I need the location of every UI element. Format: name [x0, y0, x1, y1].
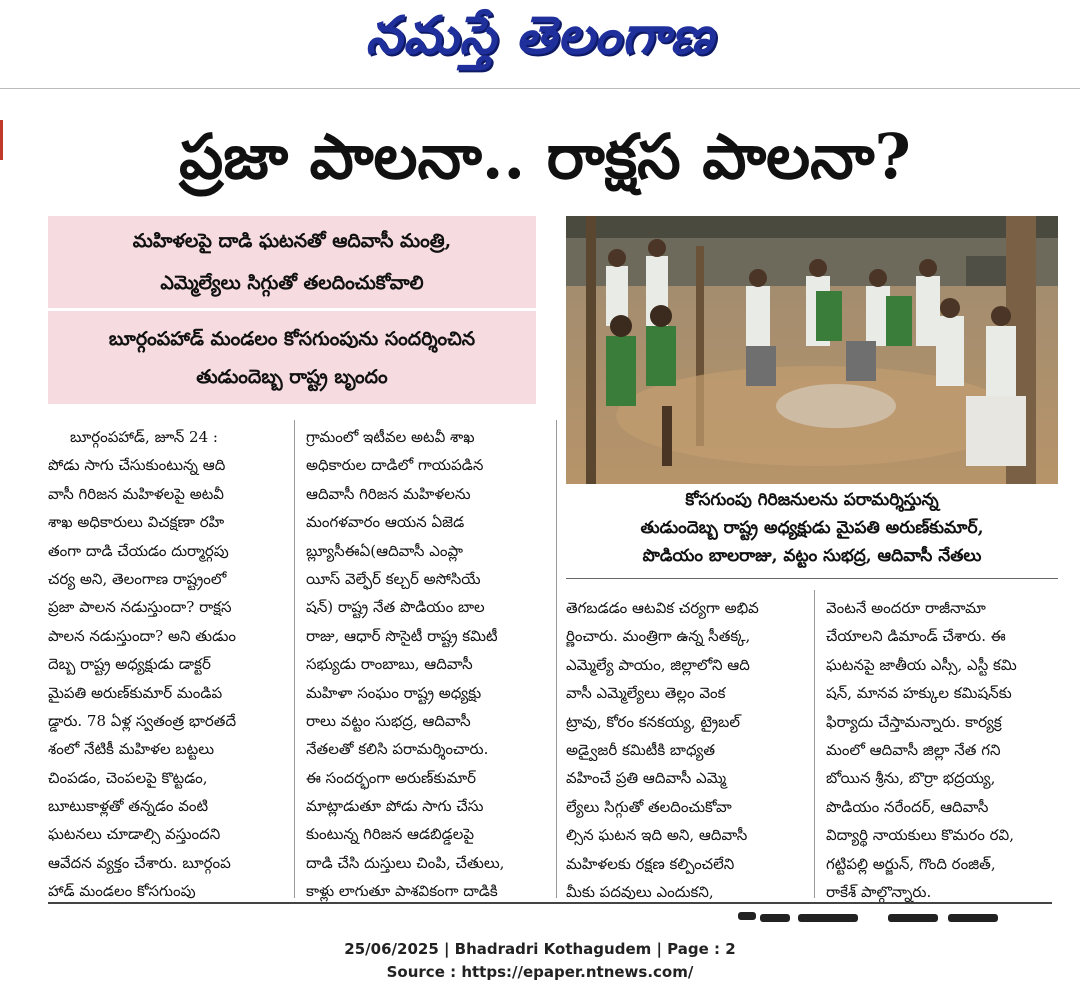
masthead	[0, 0, 1080, 80]
column-1-line: పాలన నడుస్తుందా? అని తుడుం	[48, 626, 237, 645]
news-photo	[566, 216, 1058, 484]
footer-source: Source : https://epaper.ntnews.com/	[386, 963, 694, 981]
column-2-line: మాట్లాడుతూ పోడు సాగు చేసు	[306, 797, 484, 816]
page-footer	[0, 938, 1080, 984]
column-1-line: చింపడం, చెంపలపై కొట్టడం,	[48, 768, 208, 787]
column-1-line: బూర్గంపహాడ్, జూన్ 24 :	[70, 428, 218, 446]
column-3-line: వాసీ ఎమ్మెల్యేలు తెల్లం వెంక	[566, 684, 726, 703]
column-4-line: ఘటనపై జాతీయ ఎస్సీ, ఎస్టీ కమి	[826, 655, 1017, 674]
column-2-line: మహిళా సంఘం రాష్ట్ర అధ్యక్షు	[306, 683, 482, 702]
column-2-line: ఈ సందర్భంగా అరుణ్‌కుమార్	[306, 768, 477, 787]
footer-edition-info: 25/06/2025 | Bhadradri Kothagudem | Page : 2	[344, 940, 736, 958]
column-3-line: మీకు పదవులు ఎందుకని,	[566, 882, 714, 901]
column-2-line: రాలు వట్టం సుభద్ర, ఆదివాసీ	[306, 711, 471, 730]
sub-headline-line-2: ఎమ్మెల్యేలు సిగ్గుతో తలదించుకోవాలి	[160, 272, 424, 294]
column-rule-3	[814, 590, 815, 898]
photo-caption-line-2: తుడుందెబ్బ రాష్ట్ర అధ్యక్షుడు మైపతి అరుణ్‌కుమార్,	[640, 518, 984, 538]
column-2-line: గ్రామంలో ఇటీవల అటవీ శాఖ	[306, 428, 475, 446]
sub-headline-line-1: మహిళలపై దాడి ఘటనతో ఆదివాసీ మంత్రి,	[132, 230, 452, 252]
column-2-line: సభ్యుడు రాంబాబు, ఆదివాసీ	[306, 655, 473, 674]
photo-caption-line-3: పొడియం బాలరాజు, వట్టం సుభద్ర, ఆదివాసీ నేతలు	[642, 546, 982, 566]
sub-headline-box	[48, 216, 536, 404]
column-1-line: శంలో నేటికీ మహిళల బట్టలు	[48, 740, 215, 759]
sub-headline-line-4: తుడుందెబ్బ రాష్ట్ర బృందం	[196, 366, 388, 388]
article-column-1	[48, 423, 288, 906]
next-article-cutoff	[48, 908, 1052, 924]
masthead-logo-text: నమస్తే తెలంగాణ	[365, 6, 715, 66]
column-3-line: వహించే ప్రతి ఆదివాసీ ఎమ్మె	[566, 769, 727, 788]
column-1-line: వాసీ గిరిజన మహిళలపై అటవీ	[48, 484, 224, 503]
column-1-line: బూటుకాళ్లతో తన్నడం వంటి	[48, 797, 209, 816]
sub-headline-separator	[48, 308, 536, 311]
column-1-line: శాఖ అధికారులు విచక్షణా రహి	[48, 513, 225, 532]
photo-caption-line-1: కోసగుంపు గిరిజనులను పరామర్శిస్తున్న	[685, 490, 939, 510]
column-4-line: వెంటనే అందరూ రాజీనామా	[826, 599, 986, 617]
column-1-line: దెబ్బ రాష్ట్ర అధ్యక్షుడు డాక్టర్	[48, 655, 211, 674]
article-column-2	[306, 423, 550, 906]
column-1-line: ప్రజా పాలన నడుస్తుందా? రాక్షస	[48, 598, 232, 617]
column-2-line: యీస్ వెల్ఫేర్ కల్చర్ అసోసియే	[306, 569, 481, 588]
column-1-line: ఆవేదన వ్యక్తం చేశారు. బూర్గంప	[48, 853, 231, 872]
column-4-line: ఫిర్యాదు చేస్తామన్నారు. కార్యక్ర	[826, 712, 1002, 731]
column-3-line: ట్రావు, కోరం కనకయ్య, ట్రైబల్	[566, 712, 741, 731]
column-3-line: తెగబడడం ఆటవిక చర్యగా అభివ	[566, 599, 759, 617]
column-1-line: డ్డారు. 78 ఏళ్ల స్వతంత్ర భారతదే	[48, 711, 237, 730]
column-3-line: మహిళలకు రక్షణ కల్పించలేని	[566, 854, 735, 873]
column-4-line: గట్టిపల్లి అర్జున్, గొంది రంజిత్,	[826, 854, 996, 873]
column-1-line: ఘటనలు చూడాల్సి వస్తుందని	[48, 825, 221, 844]
column-1-line: మైపతి అరుణ్‌కుమార్ మండిప	[48, 683, 223, 702]
column-4-line: బోయిన శ్రీను, బొర్రా భద్రయ్య,	[826, 769, 996, 788]
column-3-line: ఎమ్మెల్యే పాయం, జిల్లాలోని ఆది	[566, 655, 750, 674]
column-2-line: రాజు, ఆధార్ సొసైటీ రాష్ట్ర కమిటీ	[306, 626, 498, 645]
column-2-line: అధికారుల దాడిలో గాయపడిన	[306, 456, 484, 475]
caption-rule	[566, 578, 1058, 579]
column-1-line: హాడ్ మండలం కోసగుంపు	[48, 882, 196, 901]
column-2-line: నేతలతో కలిసి పరామర్శించారు.	[306, 740, 489, 759]
column-1-line: తంగా దాడి చేయడం దుర్మార్గపు	[48, 541, 229, 560]
column-3-line: ల్సిన ఘటన ఇది అని, ఆదివాసీ	[566, 826, 748, 845]
article-column-4	[826, 594, 1054, 906]
column-rule-2	[556, 420, 557, 898]
article-bottom-rule	[48, 902, 1052, 904]
column-2-line: దాడి చేసి దుస్తులు చింపి, చేతులు,	[306, 853, 505, 872]
column-rule-1	[294, 420, 295, 898]
column-2-line: ఆదివాసీ గిరిజన మహిళలను	[306, 484, 471, 503]
column-2-line: మంగళవారం ఆయన ఏజెడ	[306, 513, 465, 532]
column-2-line: కుంటున్న గిరిజన ఆడబిడ్డలపై	[306, 825, 475, 844]
article-column-3	[566, 594, 810, 906]
meeting-photo-illustration	[566, 216, 1058, 484]
column-4-line: మంలో ఆదివాసీ జిల్లా నేత గని	[826, 740, 1001, 759]
column-4-line: పొడియం నరేందర్, ఆదివాసీ	[826, 797, 989, 816]
sub-headline-line-3: బూర్గంపహాడ్ మండలం కోసగుంపును సందర్శించిన	[108, 328, 476, 350]
masthead-divider	[0, 88, 1080, 89]
column-4-line: షన్, మానవ హక్కుల కమిషన్‌కు	[826, 684, 1012, 703]
photo-caption	[566, 486, 1058, 578]
headline: ప్రజా పాలనా.. రాక్షస పాలనా?	[179, 120, 911, 193]
column-2-line: బ్ల్యూసీఈఏ(ఆదివాసీ ఎంప్లా	[306, 541, 463, 560]
column-2-line: షన్) రాష్ట్ర నేత పొడియం బాల	[306, 598, 485, 617]
column-2-line: కాళ్లు లాగుతూ పాశవికంగా దాడికి	[306, 882, 498, 901]
column-1-line: చర్య అని, తెలంగాణ రాష్ట్రంలో	[48, 569, 227, 588]
column-4-line: చేయాలని డిమాండ్ చేశారు. ఈ	[826, 627, 1006, 646]
column-3-line: ర్ణించారు. మంత్రిగా ఉన్న సీతక్క,	[566, 627, 751, 646]
column-3-line: అడ్వైజరీ కమిటీకి బాధ్యత	[566, 740, 716, 759]
column-3-line: ల్యేలు సిగ్గుతో తలదించుకోవా	[566, 797, 732, 816]
column-4-line: విద్యార్థి నాయకులు కొమరం రవి,	[826, 826, 1014, 845]
column-4-line: రాకేశ్ పాల్గొన్నారు.	[826, 882, 932, 901]
column-1-line: పోడు సాగు చేసుకుంటున్న ఆది	[48, 456, 226, 475]
page-edge-mark	[0, 120, 3, 160]
